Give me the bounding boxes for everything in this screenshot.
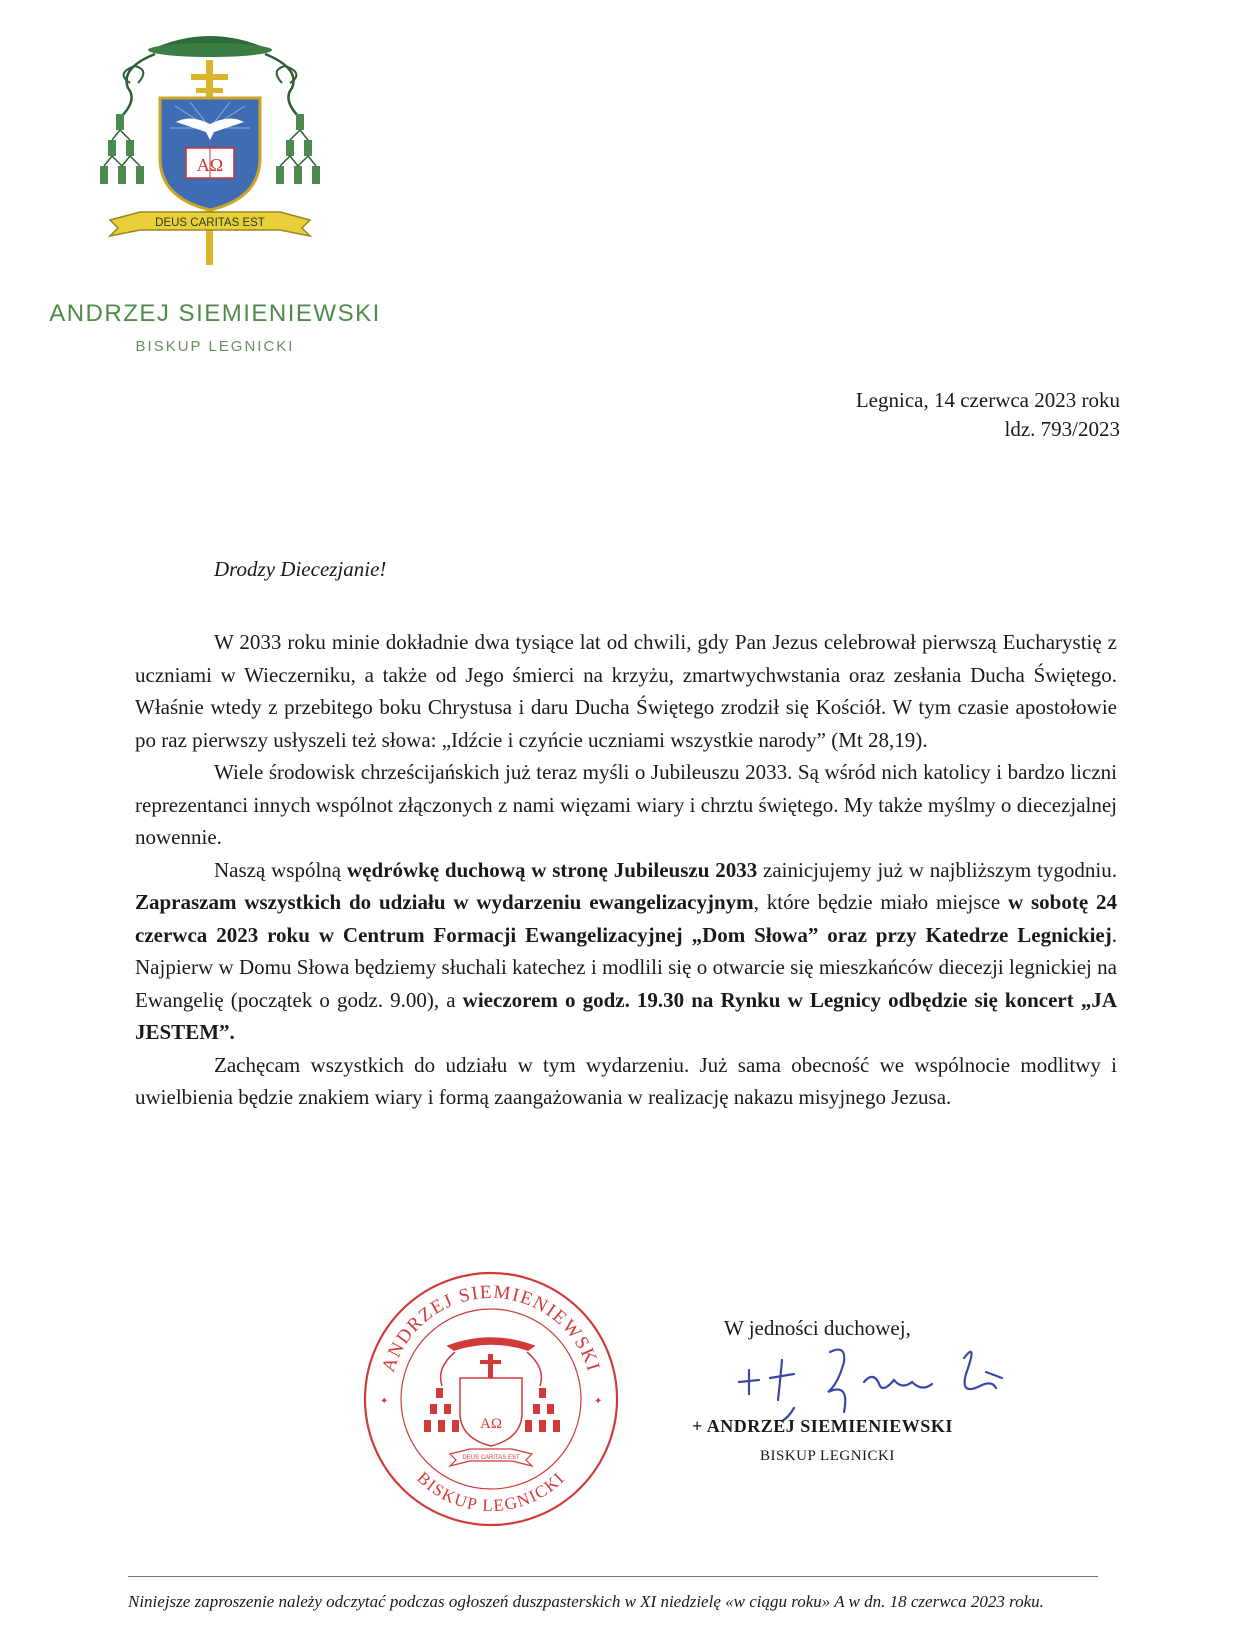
signatory-title: BISKUP LEGNICKI	[760, 1448, 895, 1464]
svg-text:✦: ✦	[380, 1396, 389, 1407]
tassels-right-icon	[276, 114, 320, 184]
text-run: zainicjujemy już w najbliższym tygodniu.	[757, 857, 1118, 882]
paragraph	[135, 1049, 1117, 1114]
paragraph	[135, 756, 1117, 854]
coat-of-arms	[90, 28, 330, 268]
stamp-top-text: ANDRZEJ SIEMIENIEWSKI	[377, 1281, 605, 1375]
letter-body	[135, 626, 1117, 1114]
motto-text: DEUS CARITAS EST	[155, 217, 265, 229]
crest-letters: AΩ	[196, 155, 224, 175]
salutation: Drodzy Diecezjanie!	[214, 557, 387, 581]
text-run: , które będzie miało miejsce	[753, 890, 1008, 914]
stamp-letters: AΩ	[480, 1416, 502, 1432]
text-run: W 2033 roku minie dokładnie dwa tysiące lat od chwili, gdy Pan Jezus celebrował pierwszą Eucharystię z uczniami w Wieczerniku, a także od Jego śmierci na krzyżu, zmartwychwstania oraz zesłania Ducha Świętego. Właśnie wtedy z przebitego boku Chrystusa i daru Ducha Świętego zrodził się Kościół. W tym czasie apostołowie po raz pierwszy usłyszeli też słowa: „Idźcie i czyńcie uczniami wszystkie narody” (Mt 28,19).	[135, 630, 1117, 752]
handwritten-signature	[734, 1322, 1064, 1422]
place-date: Legnica, 14 czerwca 2023 roku	[855, 388, 1120, 412]
paragraph	[135, 854, 1117, 1049]
text-run: Wiele środowisk chrześcijańskich już teraz myśli o Jubileuszu 2033. Są wśród nich katolicy i bardzo liczni reprezentanci innych wspólnot złączonych z nami więzami wiary i chrztu świętego. My także myślmy o diecezjalnej nowennie.	[135, 760, 1117, 849]
closing-text: W jedności duchowej,	[724, 1316, 911, 1340]
bold-text: Zapraszam wszystkich do udziału w wydarzeniu ewangelizacyjnym	[135, 890, 754, 914]
bold-text: wędrówkę duchową w stronę Jubileuszu 2033	[346, 857, 758, 882]
tassels-left-icon	[100, 114, 144, 184]
text-run: Zachęcam wszystkich do udziału w tym wydarzeniu. Już sama obecność we wspólnocie modlitwy i uwielbienia będzie znakiem wiary i formą zaangażowania w realizację nakazu misyjnego Jezusa.	[135, 1052, 1117, 1109]
stamp-motto: DEUS CARITAS EST	[462, 1455, 520, 1461]
bold-text: wieczorem o godz. 19.30 na Rynku w Legnicy odbędzie się koncert „JA JESTEM”.	[135, 987, 1117, 1044]
text-run: . Najpierw w Domu Słowa będziemy słuchali katechez i modlili się o otwarcie się mieszkańców diecezji legnickiej na Ewangelię (początek o godz. 9.00), a	[135, 922, 1117, 1012]
signatory-name: + ANDRZEJ SIEMIENIEWSKI	[692, 1416, 953, 1436]
svg-text:✦: ✦	[594, 1396, 603, 1407]
date-block	[856, 386, 1120, 444]
paragraph	[135, 626, 1117, 756]
sender-name: ANDRZEJ SIEMIENIEWSKI	[49, 300, 381, 327]
footer-divider	[128, 1576, 1098, 1577]
reference-number: ldz. 793/2023	[1004, 417, 1120, 441]
footnote: Niniejsze zaproszenie należy odczytać podczas ogłoszeń duszpasterskich w XI niedzielę «w ciągu roku» A w dn. 18 czerwca 2023 roku.	[128, 1592, 1044, 1611]
stamp-bottom-text: BISKUP LEGNICKI	[413, 1468, 569, 1516]
svg-text:BISKUP LEGNICKI	[413, 1468, 568, 1515]
official-stamp	[360, 1268, 622, 1530]
text-run: Naszą wspólną	[214, 857, 347, 882]
bold-text: w sobotę 24 czerwca 2023 roku w Centrum Formacji Ewangelizacyjnej „Dom Słowa” oraz przy Katedrze Legnickiej	[135, 890, 1117, 947]
sender-title: BISKUP LEGNICKI	[135, 338, 295, 355]
